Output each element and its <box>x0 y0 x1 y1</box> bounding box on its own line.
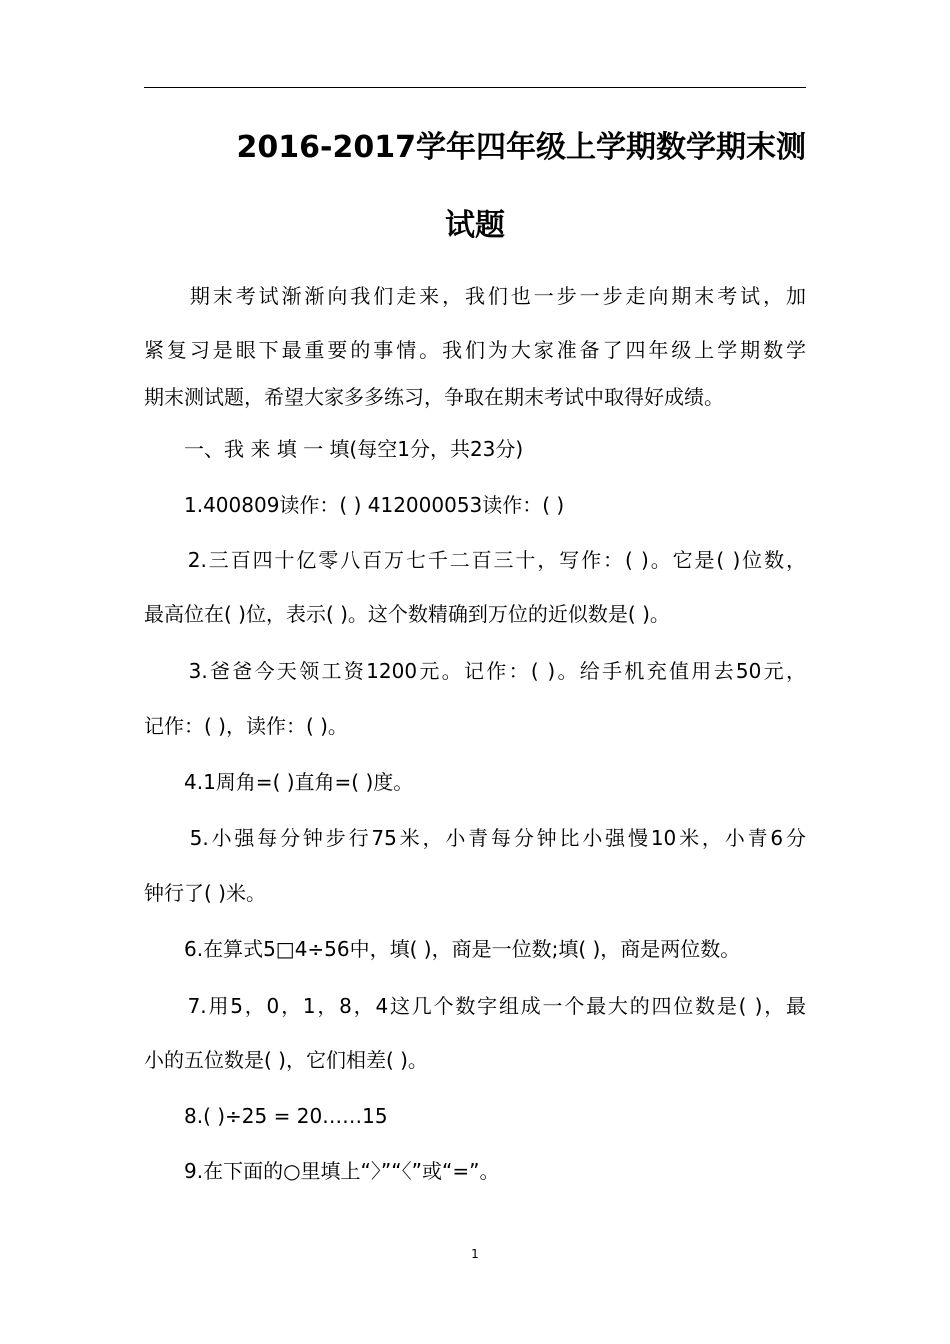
header-rule <box>144 87 806 88</box>
question-7-line-1: 7.用5，0，1，8，4这几个数字组成一个最大的四位数是( )，最 <box>144 994 806 1018</box>
intro-line-1: 期末考试渐渐向我们走来，我们也一步一步走向期末考试，加 <box>144 284 806 308</box>
page-number: 1 <box>471 1247 479 1261</box>
section-heading: 一、我 来 填 一 填(每空1分，共23分) <box>144 437 524 461</box>
intro-line-2: 紧复习是眼下最重要的事情。我们为大家准备了四年级上学期数学 <box>144 338 806 362</box>
question-6: 6.在算式5□4÷56中，填( )，商是一位数;填( )，商是两位数。 <box>144 937 741 961</box>
question-1: 1.400809读作：( ) 412000053读作：( ) <box>144 493 565 517</box>
question-9: 9.在下面的○里填上“〉”“〈”或“=”。 <box>144 1159 500 1183</box>
document-title-line-2: 试题 <box>445 208 505 243</box>
question-3-line-1: 3.爸爸今天领工资1200元。记作：( )。给手机充值用去50元， <box>144 659 806 683</box>
question-4: 4.1周角=( )直角=( )度。 <box>144 770 414 794</box>
question-3-line-2: 记作：( )，读作：( )。 <box>144 714 348 738</box>
document-title-line-1: 2016-2017学年四年级上学期数学期末测 <box>236 130 806 165</box>
question-5-line-2: 钟行了( )米。 <box>144 881 266 905</box>
question-8: 8.( )÷25 = 20……15 <box>144 1104 388 1128</box>
intro-line-3: 期末测试题，希望大家多多练习，争取在期末考试中取得好成绩。 <box>144 385 724 409</box>
question-2-line-2: 最高位在( )位，表示( )。这个数精确到万位的近似数是( )。 <box>144 602 670 626</box>
question-2-line-1: 2.三百四十亿零八百万七千二百三十，写作：( )。它是( )位数， <box>144 548 806 572</box>
question-5-line-1: 5.小强每分钟步行75米，小青每分钟比小强慢10米，小青6分 <box>144 826 806 850</box>
question-7-line-2: 小的五位数是( )，它们相差( )。 <box>144 1048 428 1072</box>
